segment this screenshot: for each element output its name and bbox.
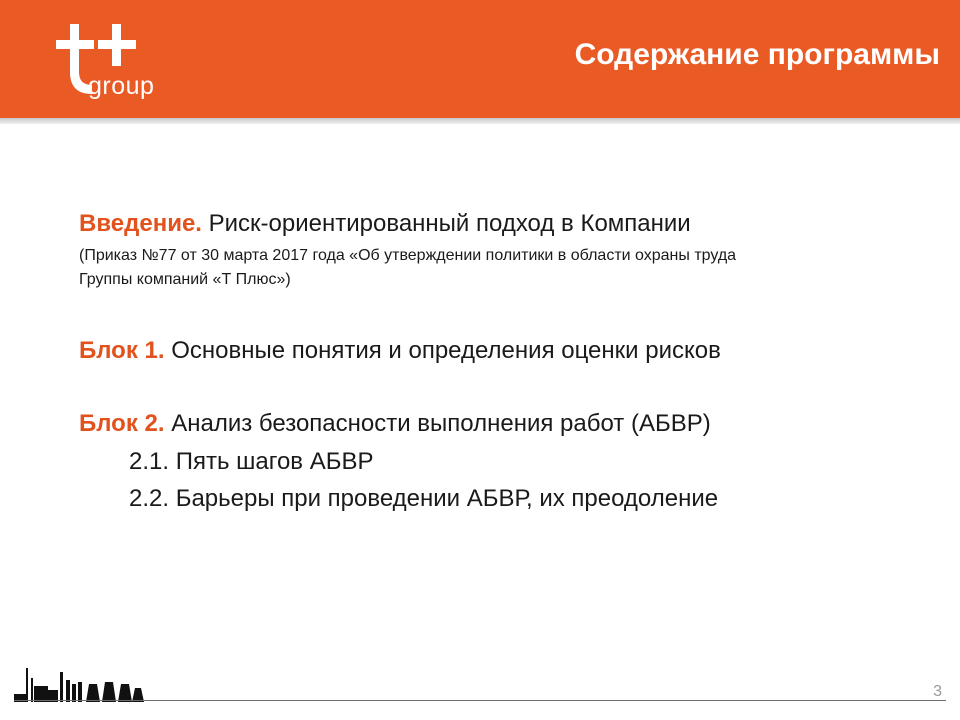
block1-text: Основные понятия и определения оценки рисков xyxy=(164,337,721,364)
block1-label: Блок 1. xyxy=(79,337,165,364)
page-number: 3 xyxy=(933,683,942,700)
header-bar xyxy=(0,0,960,118)
block2-item: 2.2. Барьеры при проведении АБВР, их преодоление xyxy=(129,485,719,512)
slide-title: Содержание программы xyxy=(574,38,940,71)
industrial-skyline-icon xyxy=(14,664,144,702)
intro-note-line-1: (Приказ №77 от 30 марта 2017 года «Об утверждении политики в области охраны труда xyxy=(79,247,737,264)
header-divider xyxy=(0,118,960,124)
footer-divider xyxy=(14,700,946,701)
block1-heading xyxy=(79,337,721,365)
block2-text: Анализ безопасности выполнения работ (АБВР) xyxy=(164,410,711,437)
intro-heading xyxy=(79,210,691,238)
intro-note-line-2: Группы компаний «Т Плюс») xyxy=(79,271,291,288)
logo-text: group xyxy=(88,72,155,100)
intro-label: Введение. xyxy=(79,210,202,237)
intro-text: Риск-ориентированный подход в Компании xyxy=(201,210,691,237)
block2-heading xyxy=(79,410,711,438)
block2-item: 2.1. Пять шагов АБВР xyxy=(129,448,374,475)
block2-label: Блок 2. xyxy=(79,410,165,437)
